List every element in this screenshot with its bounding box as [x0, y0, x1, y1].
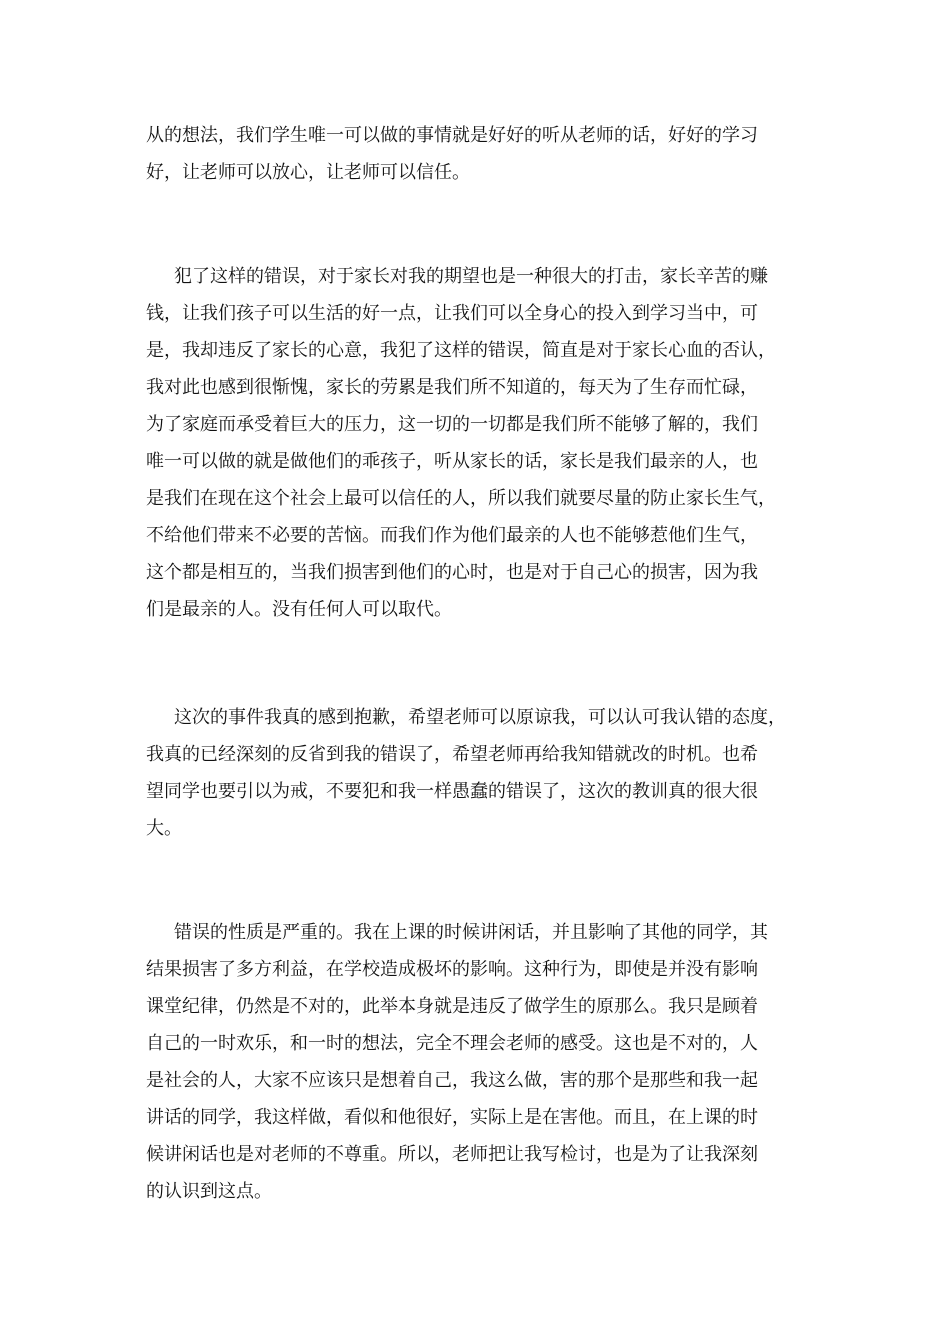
paragraph-line: 是我们在现在这个社会上最可以信任的人，所以我们就要尽量的防止家长生气， [146, 488, 776, 509]
paragraph-line: 望同学也要引以为戒，不要犯和我一样愚蠢的错误了，这次的教训真的很大很 [146, 781, 758, 802]
paragraph-line: 钱，让我们孩子可以生活的好一点，让我们可以全身心的投入到学习当中，可 [146, 303, 758, 324]
paragraph-4 [146, 914, 816, 1210]
paragraph-line: 我真的已经深刻的反省到我的错误了，希望老师再给我知错就改的时机。也希 [146, 744, 758, 765]
paragraph-line: 是社会的人，大家不应该只是想着自己，我这么做，害的那个是那些和我一起 [146, 1070, 758, 1091]
paragraph-line: 候讲闲话也是对老师的不尊重。所以，老师把让我写检讨，也是为了让我深刻 [146, 1144, 758, 1165]
paragraph-3 [146, 699, 816, 847]
paragraph-line: 的认识到这点。 [146, 1181, 272, 1202]
paragraph-line: 们是最亲的人。没有任何人可以取代。 [146, 599, 452, 620]
paragraph-line: 这个都是相互的，当我们损害到他们的心时，也是对于自己心的损害，因为我 [146, 562, 758, 583]
paragraph-line: 结果损害了多方利益，在学校造成极坏的影响。这种行为，即使是并没有影响 [146, 959, 758, 980]
paragraph-line: 大。 [146, 818, 182, 839]
paragraph-line: 我对此也感到很惭愧，家长的劳累是我们所不知道的，每天为了生存而忙碌， [146, 377, 758, 398]
paragraph-line: 错误的性质是严重的。我在上课的时候讲闲话，并且影响了其他的同学，其 [174, 922, 768, 943]
paragraph-line: 不给他们带来不必要的苦恼。而我们作为他们最亲的人也不能够惹他们生气， [146, 525, 758, 546]
paragraph-line: 好，让老师可以放心，让老师可以信任。 [146, 162, 470, 183]
paragraph-line: 为了家庭而承受着巨大的压力，这一切的一切都是我们所不能够了解的，我们 [146, 414, 758, 435]
paragraph-line: 从的想法，我们学生唯一可以做的事情就是好好的听从老师的话，好好的学习 [146, 125, 758, 146]
paragraph-line: 这次的事件我真的感到抱歉，希望老师可以原谅我，可以认可我认错的态度， [174, 707, 786, 728]
paragraph-line: 是，我却违反了家长的心意，我犯了这样的错误，简直是对于家长心血的否认， [146, 340, 776, 361]
paragraph-line: 讲话的同学，我这样做，看似和他很好，实际上是在害他。而且，在上课的时 [146, 1107, 758, 1128]
paragraph-line: 自己的一时欢乐，和一时的想法，完全不理会老师的感受。这也是不对的，人 [146, 1033, 758, 1054]
paragraph-line: 唯一可以做的就是做他们的乖孩子，听从家长的话，家长是我们最亲的人，也 [146, 451, 758, 472]
paragraph-2 [146, 258, 816, 628]
paragraph-line: 犯了这样的错误，对于家长对我的期望也是一种很大的打击，家长辛苦的赚 [174, 266, 768, 287]
paragraph-1 [146, 117, 816, 191]
paragraph-line: 课堂纪律，仍然是不对的，此举本身就是违反了做学生的原那么。我只是顾着 [146, 996, 758, 1017]
